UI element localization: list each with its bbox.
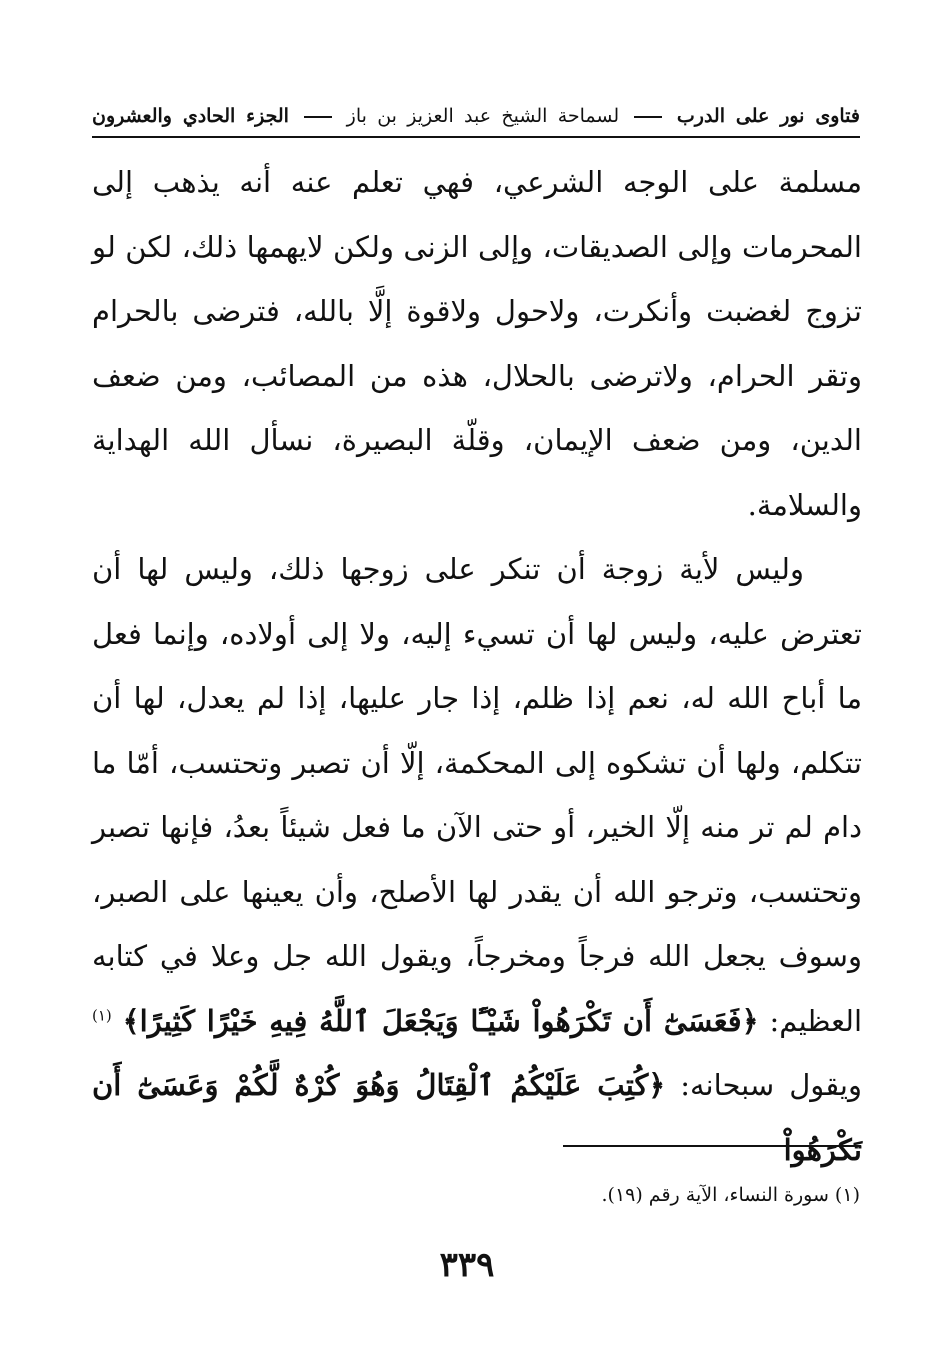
paragraph <box>92 537 862 1182</box>
page-number: ٣٣٩ <box>439 1245 495 1285</box>
volume-title: الجزء الحادي والعشرون <box>92 105 289 127</box>
paragraph-text: ويقول سبحانه: <box>680 1068 863 1102</box>
footnote-reference: (١) <box>92 1005 112 1024</box>
header-dash <box>634 116 662 118</box>
footnote-separator <box>563 1145 861 1147</box>
header-dash <box>304 116 332 118</box>
author-name: لسماحة الشيخ عبد العزيز بن باز <box>346 105 620 127</box>
series-title: فتاوى نور على الدرب <box>676 105 860 127</box>
paragraph: مسلمة على الوجه الشرعي، فهي تعلم عنه أنه يذهب إلى المحرمات وإلى الصديقات، وإلى الزنى ولكن لايهمها ذلك، لكن لو تزوج لغضبت وأنكرت، ولاحول ولاقوة إلَّا بالله، فترضى بالحرام وتقر الحرام، ولاترضى بالحلال، هذه من المصائب، ومن ضعف الدين، ومن ضعف الإيمان، وقلّة البصيرة، نسأل الله الهداية والسلامة. <box>92 165 862 522</box>
body-text <box>92 150 862 1182</box>
paragraph-text: وليس لأية زوجة أن تنكر على زوجها ذلك، وليس لها أن تعترض عليه، وليس لها أن تسيء إليه، ولا إلى أولاده، وإنما فعل ما أباح الله له، نعم إذا ظلم، إذا جار عليها، إذا لم يعدل، لها أن تتكلم، ولها أن تشكوه إلى المحكمة، إلّا أن تصبر وتحتسب، أمّا ما دام لم تر منه إلّا الخير، أو حتى الآن ما فعل شيئاً بعدُ، فإنها تصبر وتحتسب، وترجو الله أن يقدر لها الأصلح، وأن يعينها على الصبر، وسوف يجعل الله فرجاً ومخرجاً، ويقول الله جل وعلا في كتابه العظيم: <box>92 552 863 1038</box>
quran-verse: ﴿فَعَسَىٰٓ أَن تَكْرَهُواْ شَيْـًٔا وَيَجْعَلَ ٱللَّهُ فِيهِ خَيْرًا كَثِيرًا﴾ <box>122 1003 759 1038</box>
quran-verse: ﴿كُتِبَ عَلَيْكُمُ ٱلْقِتَالُ وَهُوَ كُرْهٌ لَّكُمْ وَعَسَىٰٓ أَن تَكْرَهُواْ <box>92 1068 862 1167</box>
running-header <box>92 96 860 138</box>
footnote: (١) سورة النساء، الآية رقم (١٩). <box>601 1184 860 1206</box>
